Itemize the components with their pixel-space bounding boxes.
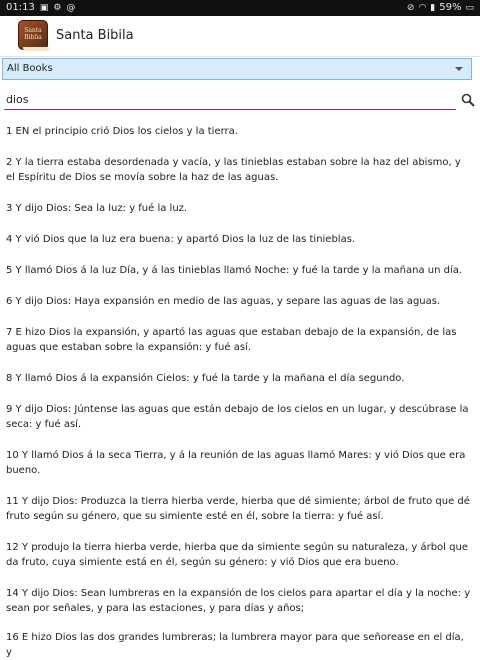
status-bar (0, 0, 480, 16)
search-row (0, 90, 480, 112)
dropdown-caret-icon (455, 67, 463, 71)
verse-result[interactable]: 3 Y dijo Dios: Sea la luz: y fué la luz. (6, 203, 188, 214)
battery-icon: ▭ (465, 3, 474, 13)
book-filter-dropdown[interactable] (2, 58, 472, 80)
verse-result[interactable]: 12 Y produjo la tierra hierba verde, hierba que da simiente según su naturaleza, y árbol que da fruto, cuya simiente está en él, según su género: y vió Dios que era bueno. (6, 542, 468, 568)
verse-result[interactable]: 4 Y vió Dios que la luz era buena: y apartó Dios la luz de las tinieblas. (6, 234, 356, 245)
app-bar (0, 16, 480, 57)
book-filter-selected: All Books (7, 63, 53, 74)
notification-settings-icon: ⚙ (53, 3, 62, 13)
verse-result[interactable]: 7 E hizo Dios la expansión, y apartó las aguas que estaban debajo de la expansión, de las aguas que estaban sobre la expansión: y fué así. (6, 327, 457, 353)
search-input[interactable] (4, 90, 456, 110)
battery-percent: 59% (439, 2, 462, 13)
verse-result[interactable]: 9 Y dijo Dios: Júntense las aguas que están debajo de los cielos en un lugar, y descúbrase la seca: y fué así. (6, 404, 469, 430)
verse-result[interactable]: 16 E hizo Dios las dos grandes lumbreras; la lumbrera mayor para que señorease en el día, y (6, 632, 464, 658)
app-logo-text-1: Santa (24, 27, 42, 34)
verse-result[interactable]: 1 EN el principio crió Dios los cielos y la tierra. (6, 126, 238, 137)
verse-result[interactable]: 14 Y dijo Dios: Sean lumbreras en la expansión de los cielos para apartar el día y la noche: y sean por señales, y para las estaciones, y para días y años; (6, 588, 471, 614)
verse-result[interactable]: 2 Y la tierra estaba desordenada y vacía, y las tinieblas estaban sobre la haz del abismo, y el Espíritu de Dios se movía sobre la haz de las aguas. (6, 157, 461, 183)
notification-image-icon: ▣ (39, 3, 49, 13)
mute-icon: ⊘ (406, 3, 415, 13)
search-icon[interactable] (461, 93, 475, 107)
verse-result[interactable]: 6 Y dijo Dios: Haya expansión en medio de las aguas, y separe las aguas de las aguas. (6, 296, 441, 307)
app-logo-text-2: Biblia (24, 34, 42, 41)
status-time: 01:13 (6, 2, 35, 13)
verse-result[interactable]: 8 Y llamó Dios á la expansión Cielos: y fué la tarde y la mañana el día segundo. (6, 373, 405, 384)
book-pages-decoration (23, 47, 49, 51)
verse-result[interactable]: 11 Y dijo Dios: Produzca la tierra hierba verde, hierba que dé simiente; árbol de fruto que dé fruto según su género, que su simiente esté en él, sobre la tierra: y fué así. (6, 496, 470, 522)
wifi-icon: ◠ (418, 3, 427, 13)
signal-icon: ▮ (430, 3, 436, 13)
app-title: Santa Bibila (56, 28, 134, 43)
app-logo-icon (18, 20, 48, 50)
verse-result[interactable]: 10 Y llamó Dios á la seca Tierra, y á la reunión de las aguas llamó Mares: y vió Dios que era bueno. (6, 450, 466, 476)
search-results-list[interactable] (0, 112, 480, 658)
verse-result[interactable]: 5 Y llamó Dios á la luz Día, y á las tinieblas llamó Noche: y fué la tarde y la mañana un día. (6, 265, 463, 276)
notification-at-icon: @ (66, 3, 76, 13)
